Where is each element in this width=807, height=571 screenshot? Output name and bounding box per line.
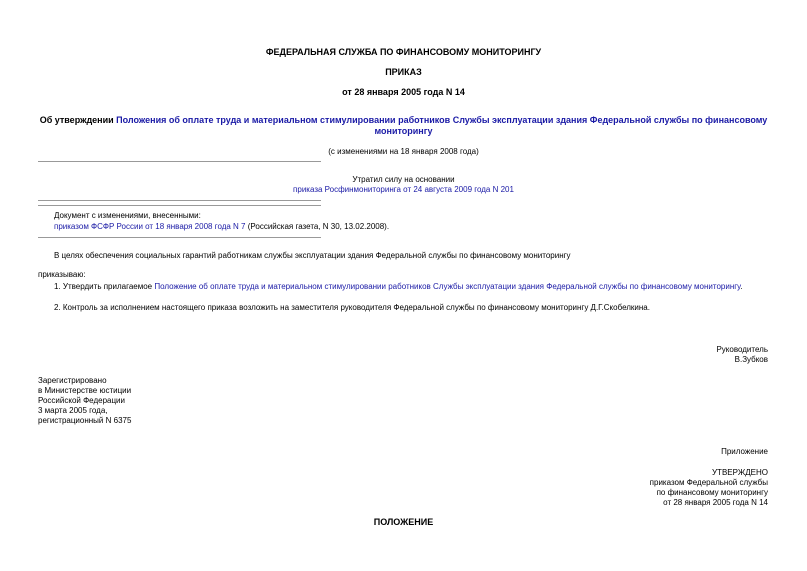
intro-paragraph: В целях обеспечения социальных гарантий работникам службы эксплуатации здания Федеральной службы по финансовому мониторингу: [54, 251, 571, 260]
registration-line: Российской Федерации: [38, 396, 125, 405]
registration-line: регистрационный N 6375: [38, 416, 132, 425]
registration-line: 3 марта 2005 года,: [38, 406, 108, 415]
revision-note: (с изменениями на 18 января 2008 года): [328, 147, 479, 156]
section-title: ПОЛОЖЕНИЕ: [373, 517, 434, 527]
registration-line: Зарегистрировано: [38, 376, 107, 385]
divider: [38, 161, 321, 162]
appendix-label: Приложение: [721, 447, 768, 456]
divider: [38, 237, 321, 238]
status-label: Утратил силу на основании: [352, 175, 455, 184]
signature-position: Руководитель: [716, 345, 768, 354]
title-link-regulation[interactable]: Положения об оплате труда и материальном стимулировании работников Службы эксплуатации здания Федеральной службы по финансовому: [116, 115, 768, 125]
title-prefix: Об утверждении: [39, 115, 117, 125]
agency-name: ФЕДЕРАЛЬНАЯ СЛУЖБА ПО ФИНАНСОВОМУ МОНИТОРИНГУ: [265, 47, 542, 57]
document-type: ПРИКАЗ: [385, 67, 422, 77]
status-repeal-link[interactable]: приказа Росфинмониторинга от 24 августа 2009 года N 201: [293, 185, 514, 194]
amendment-source: (Российская газета, N 30, 13.02.2008).: [245, 222, 390, 231]
approved-by-line: от 28 января 2005 года N 14: [663, 498, 768, 507]
title-link-regulation-cont[interactable]: мониторингу: [374, 126, 433, 136]
regulation-link[interactable]: Положение об оплате труда и материальном стимулировании работников Службы эксплуатации здания Федеральной службы по финансовому мониторингу: [154, 282, 741, 291]
order-item-1-prefix: 1. Утвердить прилагаемое: [54, 282, 155, 291]
order-item-2: 2. Контроль за исполнением настоящего приказа возложить на заместителя руководителя Федеральной службы по финансовому мониторингу Д.Г.Скобелкина.: [54, 303, 650, 312]
approved-by-line: по финансовому мониторингу: [656, 488, 768, 497]
approved-label: УТВЕРЖДЕНО: [711, 468, 768, 477]
document-title: [0, 115, 807, 126]
amendments-label: Документ с изменениями, внесенными:: [54, 211, 201, 220]
registration-line: в Министерстве юстиции: [38, 386, 132, 395]
divider: [38, 205, 321, 206]
divider: [38, 200, 321, 201]
orders-word: приказываю:: [38, 270, 86, 279]
document-date-number: от 28 января 2005 года N 14: [342, 87, 465, 97]
signature-name: В.Зубков: [734, 355, 768, 364]
order-item-1: 1. Утвердить прилагаемое Положение об оплате труда и материальном стимулировании работников Службы эксплуатации здания Федеральной службы по финансовому мониторингу.: [54, 282, 743, 291]
amendment-order-link[interactable]: приказом ФСФР России от 18 января 2008 года N 7: [54, 222, 246, 231]
approved-by-line: приказом Федеральной службы: [649, 478, 768, 487]
amendments-line: [54, 222, 389, 232]
